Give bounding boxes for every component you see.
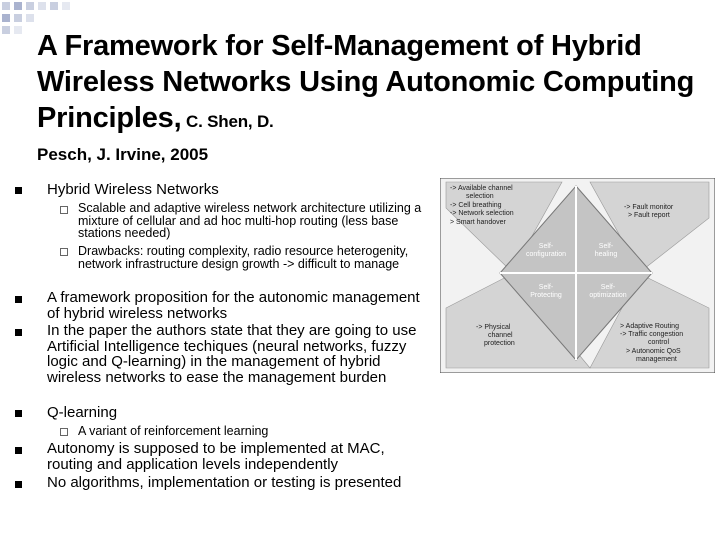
quadrant-self-optimization-line1: Self- <box>600 284 616 291</box>
bullet-text: In the paper the authors state that they are going to use Artificial Intelligence techiques (neural networks, fuzzy logic and Q-learning) in the management of hybrid wireless networks to ease the management burden <box>47 322 417 386</box>
quadrant-self-configuration-line2: configuration <box>525 251 567 258</box>
autonomic-framework-diagram <box>440 178 715 373</box>
sub-bullet-marker <box>60 428 68 436</box>
top-left-label-2: -> Cell breathing <box>450 202 502 209</box>
top-left-label-4: > Smart handover <box>450 219 506 226</box>
bottom-left-label-1: channel <box>488 332 513 339</box>
top-left-label-1: selection <box>466 193 494 200</box>
sub-bullet-text: Scalable and adaptive wireless network architecture utilizing a mixture of cellular and ad hoc multi-hop routing (less base stations needed) <box>78 201 422 240</box>
bullet-text: Hybrid Wireless Networks <box>47 181 219 198</box>
bullet-text: A framework proposition for the autonomic management of hybrid wireless networks <box>47 289 420 322</box>
bottom-right-label-1: -> Traffic congestion <box>620 331 684 338</box>
sub-bullet-marker <box>60 206 68 214</box>
quadrant-self-configuration-line1: Self- <box>538 243 554 250</box>
quadrant-self-healing-line2: healing <box>594 251 618 258</box>
bullet-marker <box>15 481 22 488</box>
slide-title <box>37 28 697 140</box>
bullet-marker <box>15 447 22 454</box>
bottom-left-label-0: -> Physical <box>476 324 511 331</box>
top-left-label-0: -> Available channel <box>450 185 513 192</box>
bullet-text: No algorithms, implementation or testing is presented <box>47 474 402 491</box>
bottom-right-label-3: > Autonomic QoS <box>626 348 681 355</box>
bottom-left-label-2: protection <box>484 340 515 347</box>
sub-bullet-text: Drawbacks: routing complexity, radio resource heterogenity, network infrastructure design growth -> difficult to manage <box>78 244 409 271</box>
bottom-right-label-0: > Adaptive Routing <box>620 323 679 330</box>
bullet-marker <box>15 410 22 417</box>
bullet-text: Q-learning <box>47 404 118 421</box>
bullet-marker <box>15 329 22 336</box>
top-left-label-3: -> Network selection <box>450 210 514 217</box>
quadrant-self-protecting-line1: Self- <box>538 284 554 291</box>
sub-bullet-text: A variant of reinforcement learning <box>78 424 269 438</box>
bottom-right-label-2: control <box>648 339 670 346</box>
quadrant-self-optimization-line2: optimization <box>589 292 627 299</box>
top-right-label-1: > Fault report <box>628 212 670 219</box>
bullet-marker <box>15 296 22 303</box>
title-main: A Framework for Self-Management of Hybrid Wireless Networks Using Autonomic Computing Principles, <box>37 30 695 134</box>
title-authors-part1: C. Shen, D. <box>181 112 274 131</box>
bullet-text: Autonomy is supposed to be implemented at MAC, routing and application levels independently <box>47 440 385 473</box>
bullet-marker <box>15 187 22 194</box>
sub-bullet-marker <box>60 248 68 256</box>
title-authors-part2: Pesch, J. Irvine, 2005 <box>37 145 209 164</box>
quadrant-self-healing-line1: Self- <box>598 243 614 250</box>
bottom-right-label-4: management <box>636 356 677 363</box>
quadrant-self-protecting-line2: Protecting <box>530 292 562 299</box>
top-right-label-0: -> Fault monitor <box>624 204 674 211</box>
